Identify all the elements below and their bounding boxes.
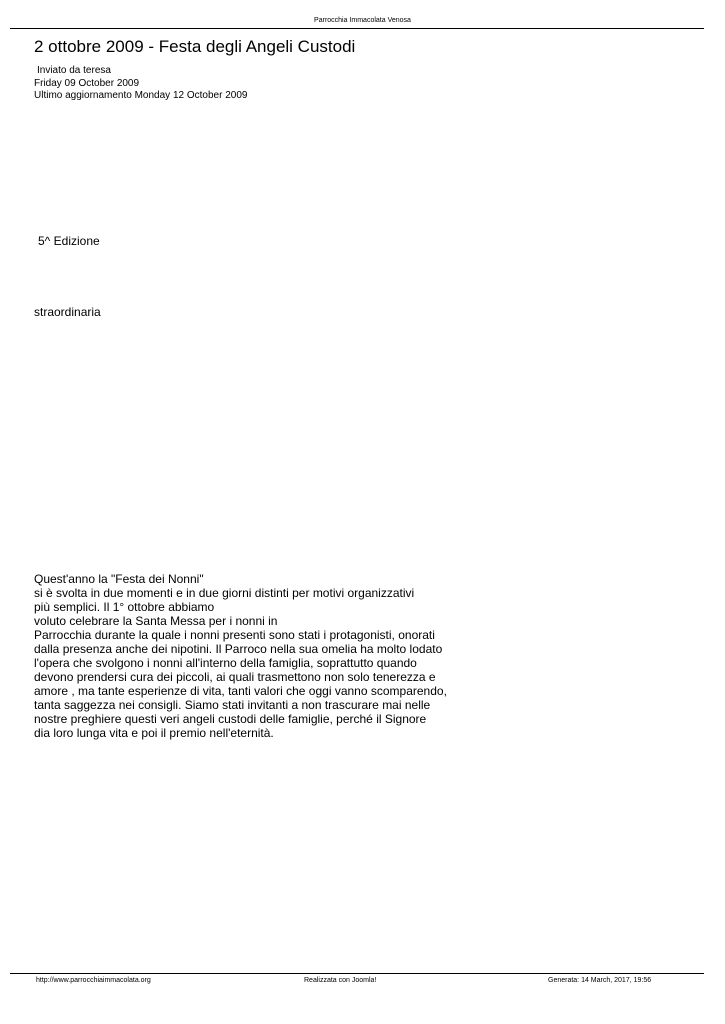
footer-credit: Realizzata con Joomla! <box>304 977 377 984</box>
footer-generated: Generata: 14 March, 2017, 19:56 <box>548 977 652 984</box>
header-divider <box>10 28 704 29</box>
article-body <box>34 572 447 740</box>
site-header: Parrocchia Immacolata Venosa <box>314 17 411 24</box>
article-meta <box>34 65 247 103</box>
body-line: nostre preghiere questi veri angeli custodi delle famiglie, perché il Signore <box>34 712 427 726</box>
extraordinary-label: straordinaria <box>34 305 101 319</box>
body-line: Quest'anno la "Festa dei Nonni" <box>34 572 204 586</box>
body-line: dalla presenza anche dei nipotini. Il Parroco nella sua omelia ha molto lodato <box>34 642 443 656</box>
edition-label: 5^ Edizione <box>38 234 100 248</box>
footer-url-link[interactable]: http://www.parrocchiaimmacolata.org <box>36 977 151 984</box>
body-line: Parrocchia durante la quale i nonni presenti sono stati i protagonisti, onorati <box>34 628 435 642</box>
date-line: Friday 09 October 2009 <box>34 77 140 89</box>
footer-divider <box>10 973 704 974</box>
body-line: l'opera che svolgono i nonni all'interno della famiglia, soprattutto quando <box>34 656 417 670</box>
body-line: dia loro lunga vita e poi il premio nell'eternità. <box>34 726 274 740</box>
body-line: più semplici. Il 1° ottobre abbiamo <box>34 600 215 614</box>
body-line: tanta saggezza nei consigli. Siamo stati invitanti a non trascurare mai nelle <box>34 698 431 712</box>
body-line: amore , ma tante esperienze di vita, tanti valori che oggi vanno scomparendo, <box>34 684 447 698</box>
updated-line: Ultimo aggiornamento Monday 12 October 2009 <box>34 90 248 101</box>
article-title: 2 ottobre 2009 - Festa degli Angeli Custodi <box>34 37 356 56</box>
body-line: voluto celebrare la Santa Messa per i nonni in <box>34 614 278 628</box>
body-line: si è svolta in due momenti e in due giorni distinti per motivi organizzativi <box>34 586 415 600</box>
author-line: Inviato da teresa <box>37 65 111 76</box>
body-line: devono prendersi cura dei piccoli, ai quali trasmettono non solo tenerezza e <box>34 670 436 684</box>
